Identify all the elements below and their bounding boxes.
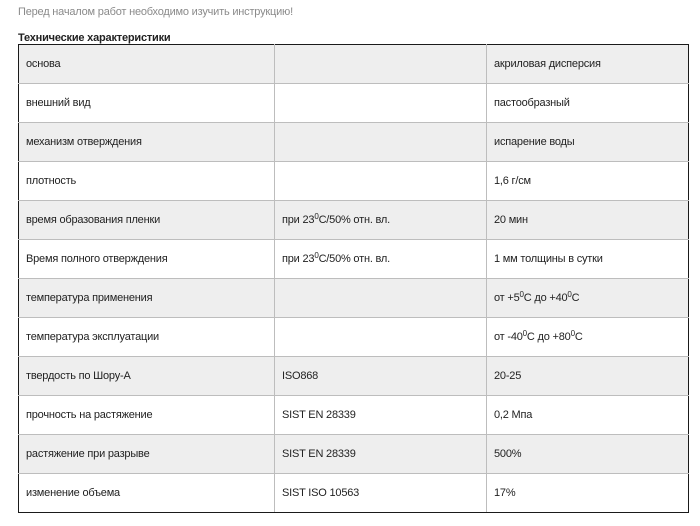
value-cell: испарение воды	[487, 123, 689, 162]
condition-cell	[275, 162, 487, 201]
value-cell: 0,2 Мпа	[487, 396, 689, 435]
condition-cell: SIST EN 28339	[275, 396, 487, 435]
table-row	[19, 123, 689, 162]
table-row	[19, 240, 689, 279]
condition-cell: при $23^0С/50\%$ отн. вл.	[275, 240, 487, 279]
condition-cell	[275, 123, 487, 162]
value-cell: от $-40^0С$ до $+80^0С$	[487, 318, 689, 357]
value-cell: 1,6 г/см	[487, 162, 689, 201]
value-cell: от $+5^0С$ до $+40^0С$	[487, 279, 689, 318]
condition-cell	[275, 279, 487, 318]
table-row	[19, 474, 689, 513]
table-row	[19, 201, 689, 240]
table-row	[19, 279, 689, 318]
property-cell: внешний вид	[19, 84, 275, 123]
section-heading: Технические характеристики	[18, 32, 171, 44]
value-cell: 17%	[487, 474, 689, 513]
instruction-notice: Перед началом работ необходимо изучить инструкцию!	[18, 6, 293, 18]
property-cell: Время полного отверждения	[19, 240, 275, 279]
table-row	[19, 396, 689, 435]
table-row	[19, 84, 689, 123]
condition-cell	[275, 45, 487, 84]
property-cell: основа	[19, 45, 275, 84]
condition-cell: при $23^0С/50\%$ отн. вл.	[275, 201, 487, 240]
property-cell: изменение объема	[19, 474, 275, 513]
specs-table	[18, 44, 689, 513]
property-cell: температура применения	[19, 279, 275, 318]
value-cell: 20-25	[487, 357, 689, 396]
property-cell: твердость по Шору-А	[19, 357, 275, 396]
value-cell: пастообразный	[487, 84, 689, 123]
value-cell: 1 мм толщины в сутки	[487, 240, 689, 279]
table-row	[19, 45, 689, 84]
table-row	[19, 435, 689, 474]
condition-cell: ISO868	[275, 357, 487, 396]
condition-cell	[275, 318, 487, 357]
condition-cell	[275, 84, 487, 123]
property-cell: плотность	[19, 162, 275, 201]
table-row	[19, 162, 689, 201]
property-cell: механизм отверждения	[19, 123, 275, 162]
property-cell: температура эксплуатации	[19, 318, 275, 357]
table-row	[19, 357, 689, 396]
property-cell: время образования пленки	[19, 201, 275, 240]
value-cell: 20 мин	[487, 201, 689, 240]
table-row	[19, 318, 689, 357]
value-cell: акриловая дисперсия	[487, 45, 689, 84]
value-cell: 500%	[487, 435, 689, 474]
condition-cell: SIST EN 28339	[275, 435, 487, 474]
property-cell: прочность на растяжение	[19, 396, 275, 435]
condition-cell: SIST ISO 10563	[275, 474, 487, 513]
property-cell: растяжение при разрыве	[19, 435, 275, 474]
